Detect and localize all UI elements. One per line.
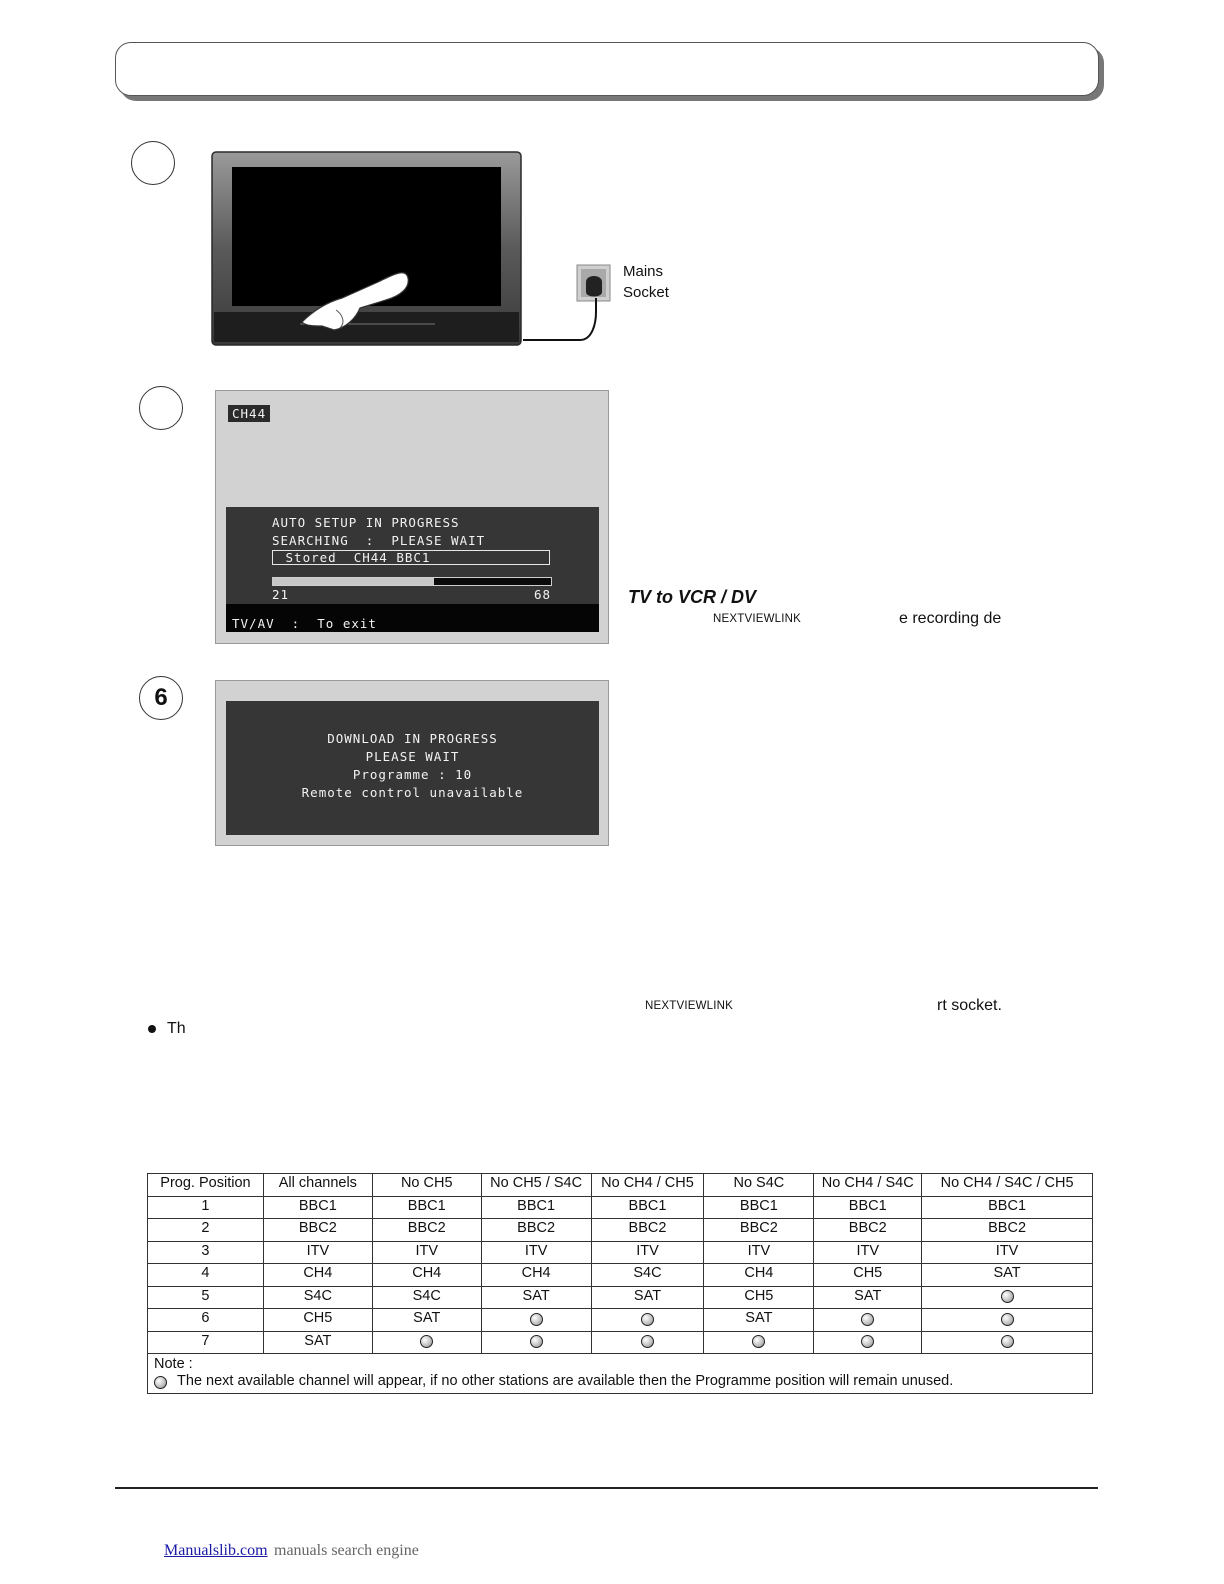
table-cell	[814, 1309, 922, 1332]
search-progress-bar	[272, 577, 552, 586]
unused-position-icon	[861, 1313, 874, 1326]
download-screen	[215, 680, 609, 846]
table-cell: ITV	[704, 1241, 814, 1264]
table-cell	[704, 1331, 814, 1354]
table-cell: ITV	[372, 1241, 481, 1264]
table-cell	[814, 1331, 922, 1354]
stored-channel-text: Stored CH44 BBC1	[277, 550, 431, 565]
unused-position-icon	[154, 1376, 167, 1389]
table-note-row	[148, 1354, 1093, 1394]
table-cell: ITV	[591, 1241, 704, 1264]
table-cell: 1	[148, 1196, 264, 1219]
table-header-cell: Prog. Position	[148, 1174, 264, 1197]
table-row	[148, 1331, 1093, 1354]
nextviewlink-label-2: NEXTVIEWLINK	[645, 1000, 734, 1012]
range-start: 21	[272, 587, 290, 602]
channel-badge: CH44	[228, 405, 270, 422]
download-panel	[226, 701, 599, 835]
manualslib-link[interactable]: Manualslib.com	[164, 1542, 268, 1559]
table-cell	[481, 1309, 591, 1332]
note-text: The next available channel will appear, if no other stations are available then the Programme position will remain unused.	[177, 1373, 954, 1389]
note-body	[154, 1373, 1086, 1390]
unused-position-icon	[641, 1335, 654, 1348]
socket-label-line1: Mains	[623, 263, 664, 280]
table-cell: CH5	[263, 1309, 372, 1332]
table-cell: BBC2	[922, 1219, 1093, 1242]
table-header-cell: No CH4 / S4C / CH5	[922, 1174, 1093, 1197]
table-cell: S4C	[263, 1286, 372, 1309]
table-cell	[922, 1286, 1093, 1309]
table-cell: SAT	[704, 1309, 814, 1332]
download-remote-note: Remote control unavailable	[301, 785, 524, 800]
table-cell: ITV	[922, 1241, 1093, 1264]
table-cell: SAT	[591, 1286, 704, 1309]
table-cell: CH4	[372, 1264, 481, 1287]
footer-rule	[115, 1487, 1098, 1489]
download-programme: Programme : 10	[352, 767, 473, 782]
bullet-text-fragment: Th	[167, 1020, 186, 1037]
table-cell: ITV	[814, 1241, 922, 1264]
table-row	[148, 1241, 1093, 1264]
table-cell: BBC1	[591, 1196, 704, 1219]
exit-hint-bar	[226, 604, 599, 632]
table-cell: 2	[148, 1219, 264, 1242]
table-cell: 3	[148, 1241, 264, 1264]
table-cell: 7	[148, 1331, 264, 1354]
table-cell: SAT	[481, 1286, 591, 1309]
table-cell	[922, 1331, 1093, 1354]
table-cell: BBC2	[372, 1219, 481, 1242]
table-cell: BBC1	[481, 1196, 591, 1219]
table-header-row	[148, 1174, 1093, 1197]
unused-position-icon	[530, 1313, 543, 1326]
tv-illustration	[210, 150, 523, 347]
auto-setup-title: AUTO SETUP IN PROGRESS	[272, 515, 460, 530]
table-header-cell: No CH4 / CH5	[591, 1174, 704, 1197]
table-cell: SAT	[814, 1286, 922, 1309]
tv-to-vcr-heading: TV to VCR / DV	[628, 587, 757, 607]
table-cell: BBC1	[922, 1196, 1093, 1219]
recording-text-fragment: e recording de	[899, 610, 1002, 627]
unused-position-icon	[752, 1335, 765, 1348]
table-cell: ITV	[481, 1241, 591, 1264]
table-cell: BBC2	[591, 1219, 704, 1242]
bullet-icon	[148, 1025, 156, 1033]
table-cell: SAT	[372, 1309, 481, 1332]
table-row	[148, 1309, 1093, 1332]
mains-socket-icon	[520, 262, 620, 347]
nextviewlink-label-1: NEXTVIEWLINK	[713, 613, 802, 625]
table-row	[148, 1219, 1093, 1242]
table-cell: CH4	[481, 1264, 591, 1287]
step-3-circle	[131, 141, 175, 185]
download-wait: PLEASE WAIT	[365, 749, 460, 764]
unused-position-icon	[530, 1335, 543, 1348]
table-header-cell: No CH4 / S4C	[814, 1174, 922, 1197]
table-cell: BBC1	[372, 1196, 481, 1219]
table-cell: S4C	[591, 1264, 704, 1287]
exit-hint: TV/AV : To exit	[232, 616, 377, 631]
socket-label	[623, 261, 669, 303]
table-header-cell: No S4C	[704, 1174, 814, 1197]
table-header-cell: No CH5	[372, 1174, 481, 1197]
socket-label-line2: Socket	[623, 284, 669, 301]
table-cell: CH4	[704, 1264, 814, 1287]
table-row	[148, 1196, 1093, 1219]
table-cell: BBC1	[704, 1196, 814, 1219]
unused-position-icon	[641, 1313, 654, 1326]
step-4-circle	[139, 386, 183, 430]
table-cell: CH5	[814, 1264, 922, 1287]
footer-tagline: manuals search engine	[274, 1542, 419, 1559]
searching-text: SEARCHING : PLEASE WAIT	[272, 533, 486, 548]
unused-position-icon	[420, 1335, 433, 1348]
step-6-circle: 6	[139, 676, 183, 720]
table-cell: SAT	[922, 1264, 1093, 1287]
table-cell: CH4	[263, 1264, 372, 1287]
table-row	[148, 1264, 1093, 1287]
header-banner	[115, 42, 1099, 96]
table-cell	[372, 1331, 481, 1354]
table-cell	[481, 1331, 591, 1354]
table-header-cell: All channels	[263, 1174, 372, 1197]
table-cell: SAT	[263, 1331, 372, 1354]
table-cell: BBC1	[263, 1196, 372, 1219]
unused-position-icon	[1001, 1335, 1014, 1348]
table-cell: 4	[148, 1264, 264, 1287]
auto-setup-screen	[215, 390, 609, 644]
table-cell	[591, 1331, 704, 1354]
table-cell: BBC2	[481, 1219, 591, 1242]
socket-text-fragment: rt socket.	[937, 997, 1002, 1014]
table-cell: S4C	[372, 1286, 481, 1309]
download-title: DOWNLOAD IN PROGRESS	[327, 731, 498, 746]
note-label: Note :	[154, 1356, 193, 1372]
table-cell: ITV	[263, 1241, 372, 1264]
table-cell: 6	[148, 1309, 264, 1332]
table-cell: 5	[148, 1286, 264, 1309]
search-progress-fill	[273, 578, 434, 585]
unused-position-icon	[1001, 1290, 1014, 1303]
stored-channel-box	[272, 550, 550, 565]
channel-allocation-table	[147, 1173, 1093, 1394]
table-row	[148, 1286, 1093, 1309]
table-cell: BBC2	[814, 1219, 922, 1242]
range-end: 68	[534, 587, 552, 602]
table-note-cell	[148, 1354, 1093, 1394]
table-cell: BBC2	[263, 1219, 372, 1242]
table-cell	[922, 1309, 1093, 1332]
table-cell: CH5	[704, 1286, 814, 1309]
unused-position-icon	[1001, 1313, 1014, 1326]
table-cell	[591, 1309, 704, 1332]
table-cell: BBC1	[814, 1196, 922, 1219]
table-cell: BBC2	[704, 1219, 814, 1242]
table-header-cell: No CH5 / S4C	[481, 1174, 591, 1197]
unused-position-icon	[861, 1335, 874, 1348]
